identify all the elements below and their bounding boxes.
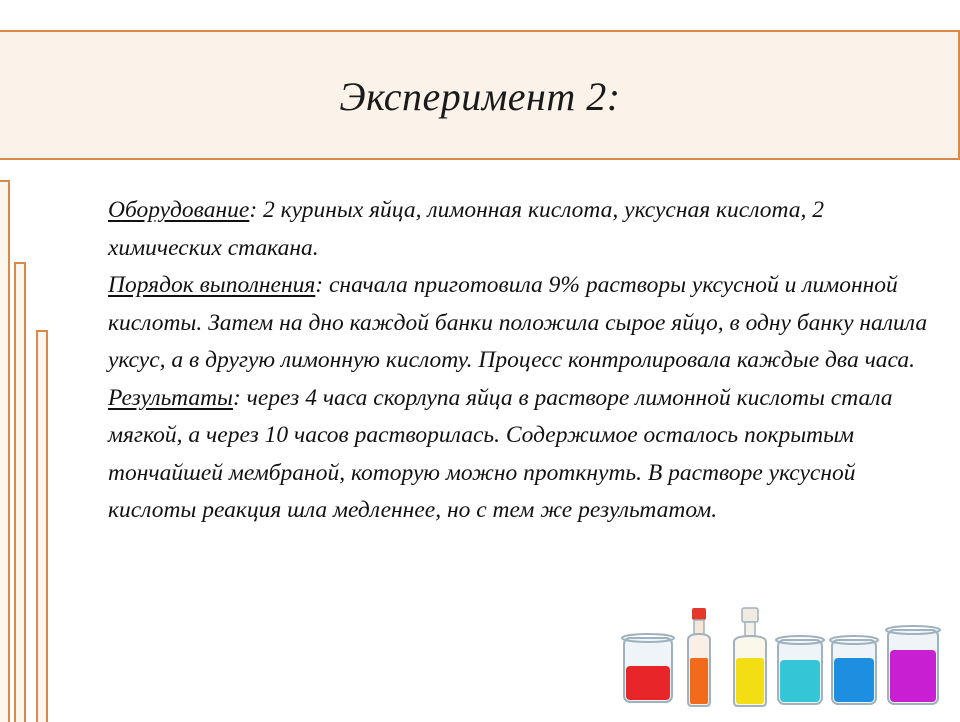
paragraph-equipment <box>108 192 930 267</box>
paragraph-procedure <box>108 267 930 380</box>
beaker-cyan <box>776 636 824 704</box>
slide-title: Эксперимент 2: <box>339 74 621 119</box>
decor-bar-2 <box>14 262 26 722</box>
text-equipment: : 2 куриных яйца, лимонная кислота, уксусная кислота, 2 химических стакана. <box>108 197 824 261</box>
beaker-purple <box>886 626 940 704</box>
decor-bar-1 <box>0 180 10 722</box>
bottle-yellow <box>734 608 766 706</box>
text-procedure: : сначала приготовила 9% растворы уксусной и лимонной кислоты. Затем на дно каждой банки положила сырое яйцо, в одну банку налила уксус, а в другую лимонную кислоту. Процесс контролировала каждые два часа. <box>108 272 928 373</box>
label-results: Результаты <box>108 384 233 411</box>
decor-bar-3 <box>36 330 48 722</box>
beaker-red <box>622 634 674 702</box>
paragraph-results <box>108 380 930 530</box>
beaker-blue <box>830 636 878 704</box>
label-procedure: Порядок выполнения <box>108 272 316 298</box>
label-equipment: Оборудование <box>108 197 250 223</box>
text-results: : через 4 часа скорлупа яйца в растворе лимонной кислоты стала мягкой, а через 10 часов растворилась. Содержимое осталось покрытым тончайшей мембраной, которую можно проткнуть. В растворе уксусной кислоты реакция шла медленнее, но с тем же результатом. <box>108 384 893 523</box>
bottle-orange <box>688 608 710 706</box>
lab-glassware-icon <box>618 600 948 712</box>
slide-body <box>108 192 930 530</box>
